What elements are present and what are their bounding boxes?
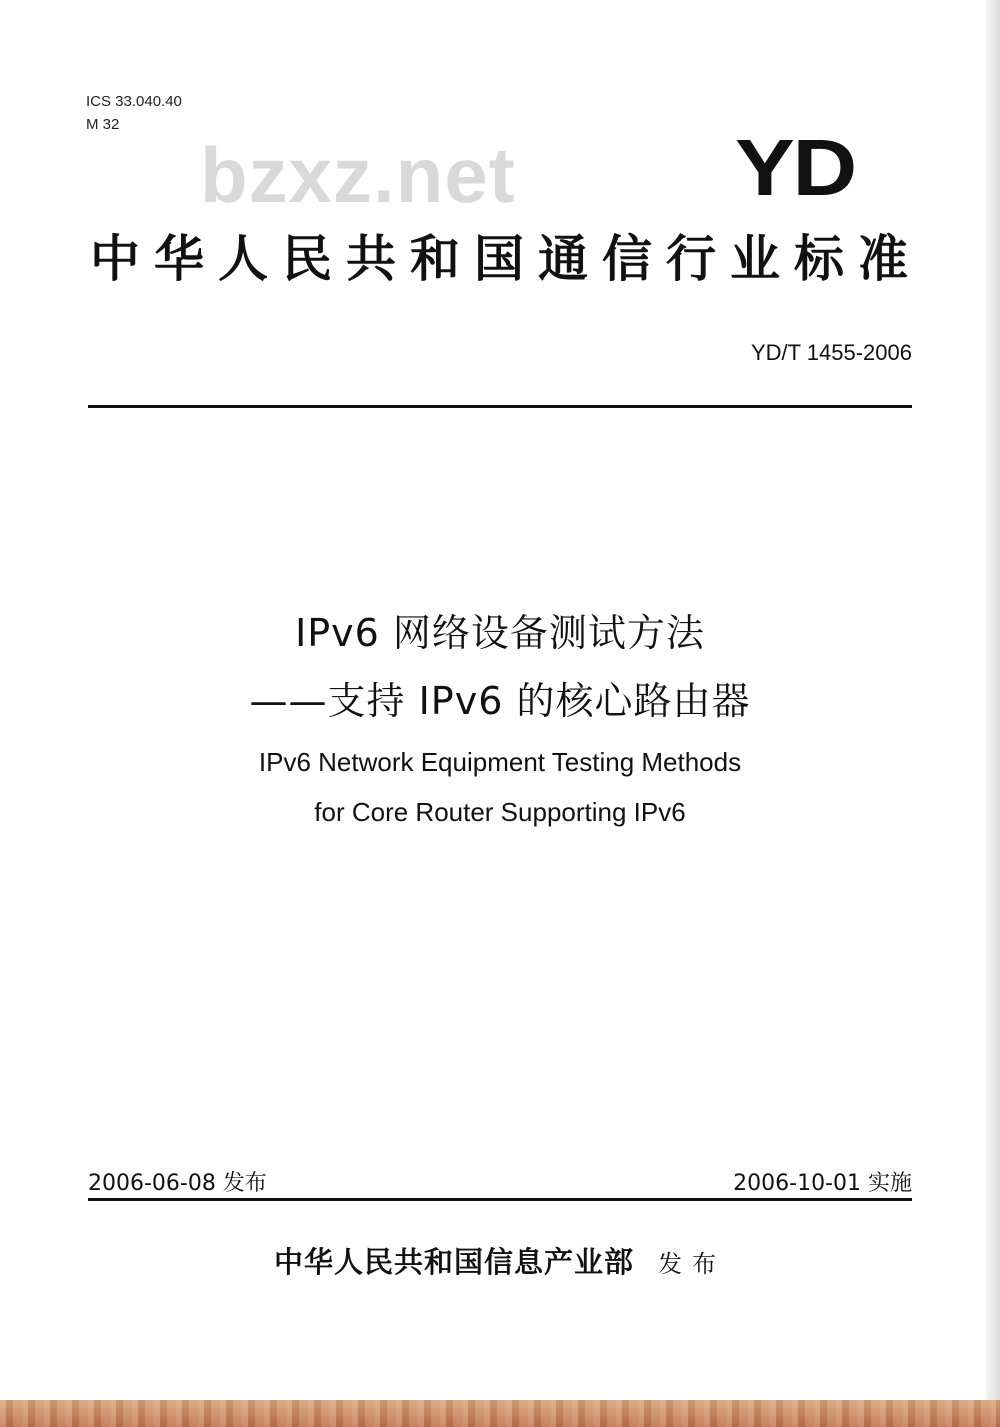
title-en-line1: IPv6 Network Equipment Testing Methods <box>258 747 742 777</box>
yd-logo: YD <box>735 123 855 212</box>
cover-bottom-band <box>0 1400 1000 1427</box>
watermark: bzxz.net <box>200 131 516 219</box>
publisher <box>0 1240 1000 1281</box>
publisher-name: 中华人民共和国信息产业部 <box>273 1245 634 1279</box>
title-cn-line1: IPv6 网络设备测试方法 <box>295 611 705 655</box>
publisher-suffix: 发布 <box>658 1250 726 1278</box>
title-cn-line2: ——支持 IPv6 的核心路由器 <box>249 679 751 723</box>
standard-code: YD/T 1455-2006 <box>750 340 912 365</box>
classification-codes <box>86 90 182 136</box>
title-en-line2: for Core Router Supporting IPv6 <box>314 797 686 827</box>
ccs-code: M 32 <box>86 116 120 133</box>
ics-code: ICS 33.040.40 <box>86 93 182 110</box>
top-divider <box>88 405 912 408</box>
bottom-divider <box>88 1198 912 1201</box>
issue-date: 2006-06-08 发布 <box>88 1171 267 1196</box>
implementation-date: 2006-10-01 实施 <box>733 1171 912 1196</box>
document-title-block <box>0 605 1000 837</box>
standard-category-title: 中华人民共和国通信行业标准 <box>90 230 910 288</box>
